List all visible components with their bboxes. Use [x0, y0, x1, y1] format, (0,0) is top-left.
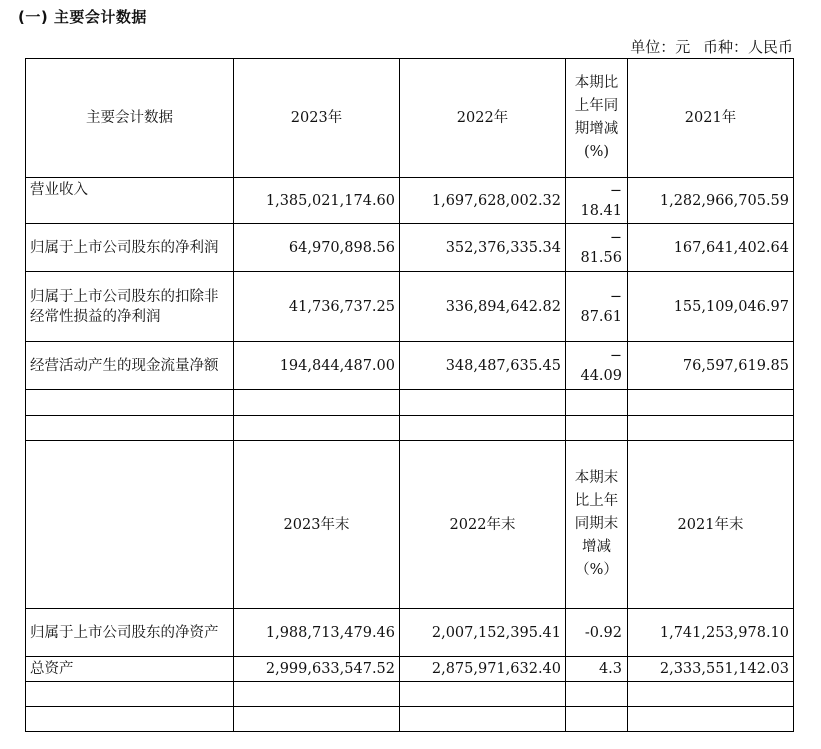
value-2022: 352,376,335.34 [400, 224, 566, 272]
value-2021: 76,597,619.85 [628, 342, 794, 390]
value-2021: 1,282,966,705.59 [628, 178, 794, 224]
empty-row [26, 682, 794, 707]
period-end-change: 4.3 [566, 657, 628, 682]
header-period-end-change: 本期末比上年同期末增减（%） [566, 441, 628, 609]
change-sign: − [609, 229, 622, 246]
yoy-change [566, 178, 628, 224]
change-sign: − [609, 288, 622, 305]
header-item-name [26, 441, 234, 609]
value-2021: 155,109,046.97 [628, 272, 794, 342]
value-2023: 41,736,737.25 [234, 272, 400, 342]
table-row [26, 178, 794, 224]
unit-line [622, 36, 793, 57]
table-row [26, 657, 794, 682]
empty-row [26, 707, 794, 732]
row-label: 总资产 [26, 657, 234, 682]
value-2023-end: 2,999,633,547.52 [234, 657, 400, 682]
change-value: 87.61 [580, 308, 622, 325]
empty-row [26, 390, 794, 416]
value-2022-end: 2,875,971,632.40 [400, 657, 566, 682]
header-item-name: 主要会计数据 [26, 59, 234, 178]
header-yoy-change: 本期比上年同期增减(%) [566, 59, 628, 178]
accounting-data-table [25, 58, 794, 732]
table-header-row [26, 441, 794, 609]
row-label: 归属于上市公司股东的净资产 [26, 609, 234, 657]
yoy-change [566, 272, 628, 342]
value-2022: 348,487,635.45 [400, 342, 566, 390]
header-2022-end: 2022年末 [400, 441, 566, 609]
table-row [26, 342, 794, 390]
period-end-change: -0.92 [566, 609, 628, 657]
value-2023: 1,385,021,174.60 [234, 178, 400, 224]
yoy-change [566, 224, 628, 272]
value-2022-end: 2,007,152,395.41 [400, 609, 566, 657]
value-2023: 194,844,487.00 [234, 342, 400, 390]
header-2021-end: 2021年末 [628, 441, 794, 609]
table-row [26, 609, 794, 657]
yoy-change [566, 342, 628, 390]
header-2023: 2023年 [234, 59, 400, 178]
table-row [26, 224, 794, 272]
value-2023-end: 1,988,713,479.46 [234, 609, 400, 657]
header-2021: 2021年 [628, 59, 794, 178]
row-label: 营业收入 [26, 178, 234, 224]
change-value: 81.56 [580, 249, 622, 266]
value-2021: 167,641,402.64 [628, 224, 794, 272]
header-2022: 2022年 [400, 59, 566, 178]
change-value: 44.09 [580, 367, 622, 384]
row-label: 归属于上市公司股东的扣除非经常性损益的净利润 [26, 272, 234, 342]
table-header-row [26, 59, 794, 178]
value-2023: 64,970,898.56 [234, 224, 400, 272]
value-2022: 1,697,628,002.32 [400, 178, 566, 224]
value-2022: 336,894,642.82 [400, 272, 566, 342]
row-label: 经营活动产生的现金流量净额 [26, 342, 234, 390]
header-2023-end: 2023年末 [234, 441, 400, 609]
empty-row [26, 416, 794, 441]
change-sign: − [609, 182, 622, 199]
row-label: 归属于上市公司股东的净利润 [26, 224, 234, 272]
value-2021-end: 1,741,253,978.10 [628, 609, 794, 657]
value-2021-end: 2,333,551,142.03 [628, 657, 794, 682]
change-sign: − [609, 347, 622, 364]
section-title: (一) 主要会计数据 [18, 8, 147, 26]
change-value: 18.41 [580, 202, 622, 219]
currency-label: 币种：人民币 [702, 38, 793, 56]
unit-label: 单位：元 [630, 38, 691, 56]
table-row [26, 272, 794, 342]
